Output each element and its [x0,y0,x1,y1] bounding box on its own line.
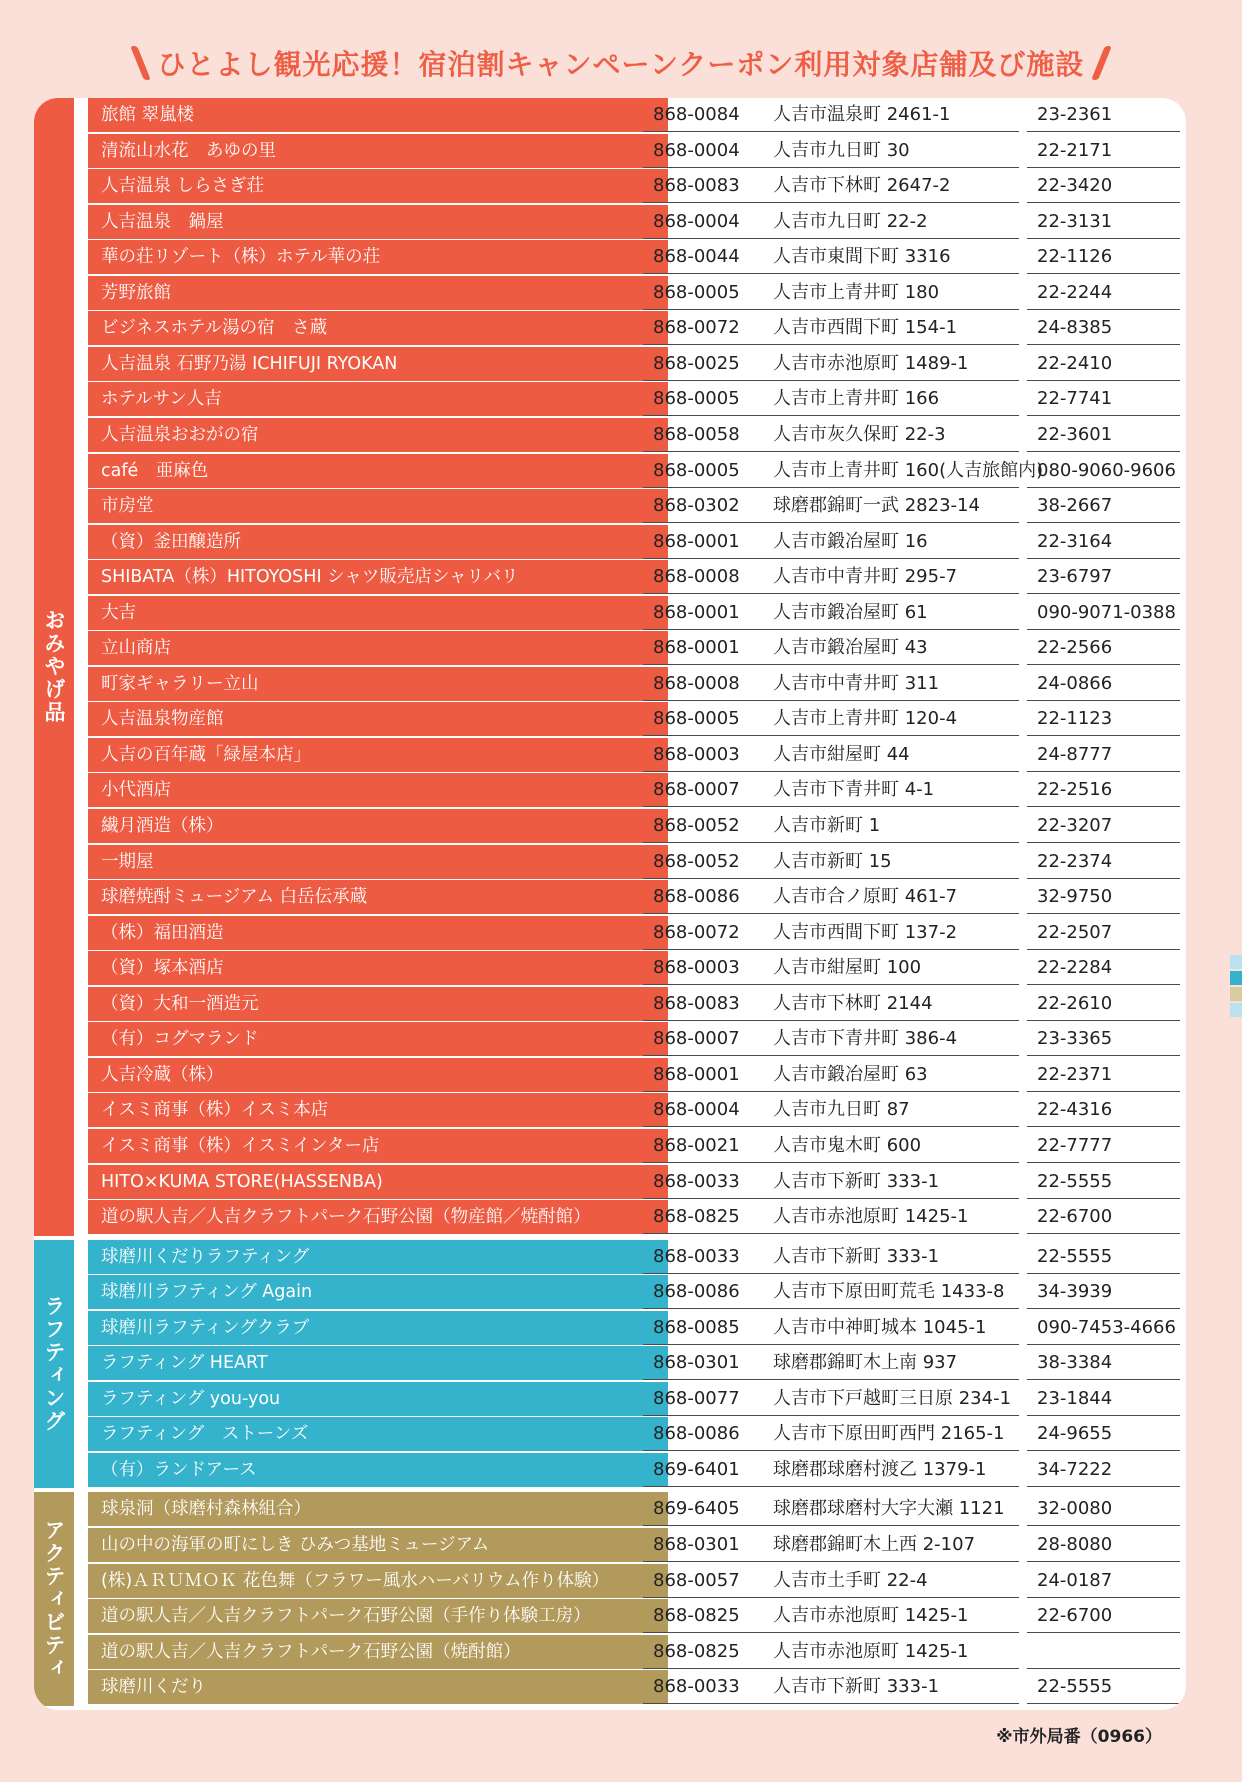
table-row [34,205,1186,241]
phone-number: 080-9060-9606 [1027,454,1180,488]
postal-code: 868-0083 [643,987,778,1021]
phone-number: 090-9071-0388 [1027,596,1180,630]
table-row [34,1492,1186,1528]
table-row [34,845,1186,881]
facility-name: ラフティング ストーンズ [88,1417,668,1451]
address: 人吉市赤池原町 1425-1 [763,1635,1019,1669]
table-row [34,276,1186,312]
postal-code: 868-0005 [643,702,778,736]
facility-list-card [34,98,1186,1710]
phone-number: 22-2410 [1027,347,1180,381]
phone-number: 22-1126 [1027,240,1180,274]
edge-tab-light-blue-2 [1230,1003,1242,1017]
facility-name: 町家ギャラリー立山 [88,667,668,701]
phone-number: 24-8385 [1027,311,1180,345]
postal-code: 868-0077 [643,1382,778,1416]
postal-code: 868-0302 [643,489,778,523]
facility-name: （資）釜田醸造所 [88,525,668,559]
address: 人吉市下林町 2144 [763,987,1019,1021]
phone-number: 22-7741 [1027,382,1180,416]
address: 人吉市上青井町 160(人吉旅館内) [763,454,1019,488]
postal-code: 868-0086 [643,880,778,914]
phone-number: 23-1844 [1027,1382,1180,1416]
address: 人吉市温泉町 2461-1 [763,98,1019,132]
facility-name: SHIBATA（株）HITOYOSHI シャツ販売店シャリバリ [88,560,668,594]
address: 人吉市合ノ原町 461-7 [763,880,1019,914]
section-rafting [34,1240,1186,1489]
table-row [34,1093,1186,1129]
address: 人吉市下青井町 4-1 [763,773,1019,807]
postal-code: 868-0007 [643,1022,778,1056]
area-code-note: ※市外局番（0966） [996,1727,1162,1747]
postal-code: 868-0301 [643,1346,778,1380]
facility-name: 人吉温泉 しらさぎ荘 [88,169,668,203]
address: 人吉市下新町 333-1 [763,1670,1019,1704]
section-omiyage [34,98,1186,1236]
facility-name: 清流山水花 あゆの里 [88,134,668,168]
phone-number: 22-2507 [1027,916,1180,950]
table-row [34,738,1186,774]
facility-name: ラフティング you-you [88,1382,668,1416]
title-slash-left-decoration [130,46,151,80]
postal-code: 868-0085 [643,1311,778,1345]
facility-name: （有）ランドアース [88,1453,668,1487]
postal-code: 868-0052 [643,845,778,879]
table-row [34,1528,1186,1564]
phone-number: 38-2667 [1027,489,1180,523]
facility-name: イスミ商事（株）イスミ本店 [88,1093,668,1127]
facility-name: 人吉冷蔵（株） [88,1058,668,1092]
facility-name: 大吉 [88,596,668,630]
phone-number: 24-0866 [1027,667,1180,701]
address: 人吉市西間下町 137-2 [763,916,1019,950]
facility-name: イスミ商事（株）イスミインター店 [88,1129,668,1163]
phone-number: 24-8777 [1027,738,1180,772]
address: 人吉市九日町 30 [763,134,1019,168]
postal-code: 868-0021 [643,1129,778,1163]
postal-code: 868-0044 [643,240,778,274]
address: 人吉市下新町 333-1 [763,1165,1019,1199]
postal-code: 868-0003 [643,738,778,772]
phone-number: 22-5555 [1027,1670,1180,1704]
table-row [34,1200,1186,1236]
address: 人吉市赤池原町 1425-1 [763,1200,1019,1234]
postal-code: 868-0825 [643,1599,778,1633]
address: 人吉市下新町 333-1 [763,1240,1019,1274]
phone-number: 22-2566 [1027,631,1180,665]
address: 人吉市赤池原町 1489-1 [763,347,1019,381]
address: 人吉市下原田町西門 2165-1 [763,1417,1019,1451]
facility-name: 球磨川くだり [88,1670,668,1704]
address: 人吉市鍛冶屋町 63 [763,1058,1019,1092]
postal-code: 868-0001 [643,1058,778,1092]
postal-code: 868-0004 [643,205,778,239]
address: 人吉市赤池原町 1425-1 [763,1599,1019,1633]
facility-name: (株)ＡＲＵＭＯＫ 花色舞（フラワー風水ハーバリウム作り体験） [88,1564,668,1598]
address: 人吉市鬼木町 600 [763,1129,1019,1163]
phone-number: 32-0080 [1027,1492,1180,1526]
category-label: おみやげ品 [34,98,74,1236]
table-row [34,1599,1186,1635]
address: 人吉市中神町城本 1045-1 [763,1311,1019,1345]
table-row [34,667,1186,703]
postal-code: 868-0001 [643,596,778,630]
address: 人吉市上青井町 166 [763,382,1019,416]
facility-name: HITO×KUMA STORE(HASSENBA) [88,1165,668,1199]
postal-code: 868-0005 [643,276,778,310]
table-row [34,1275,1186,1311]
section-activity [34,1492,1186,1705]
address: 球磨郡錦町木上南 937 [763,1346,1019,1380]
table-row [34,1165,1186,1201]
facility-name: 球磨川ラフティングクラブ [88,1311,668,1345]
postal-code: 868-0301 [643,1528,778,1562]
postal-code: 868-0005 [643,454,778,488]
facility-name: 山の中の海軍の町にしき ひみつ基地ミュージアム [88,1528,668,1562]
phone-number: 32-9750 [1027,880,1180,914]
facility-name: 球泉洞（球磨村森林組合） [88,1492,668,1526]
table-row [34,1670,1186,1706]
table-row [34,1311,1186,1347]
table-row [34,525,1186,561]
address: 人吉市土手町 22-4 [763,1564,1019,1598]
table-row [34,1346,1186,1382]
address: 人吉市下林町 2647-2 [763,169,1019,203]
address: 人吉市灰久保町 22-3 [763,418,1019,452]
postal-code: 868-0086 [643,1275,778,1309]
address: 人吉市鍛冶屋町 43 [763,631,1019,665]
postal-code: 869-6401 [643,1453,778,1487]
postal-code: 868-0001 [643,631,778,665]
table-row [34,596,1186,632]
table-row [34,418,1186,454]
address: 人吉市九日町 87 [763,1093,1019,1127]
table-row [34,240,1186,276]
phone-number: 22-7777 [1027,1129,1180,1163]
facility-name: 人吉温泉物産館 [88,702,668,736]
postal-code: 868-0086 [643,1417,778,1451]
table-row [34,773,1186,809]
address: 人吉市中青井町 295-7 [763,560,1019,594]
address: 人吉市鍛冶屋町 16 [763,525,1019,559]
postal-code: 868-0001 [643,525,778,559]
address: 人吉市上青井町 120-4 [763,702,1019,736]
phone-number: 23-2361 [1027,98,1180,132]
address: 人吉市中青井町 311 [763,667,1019,701]
phone-number: 22-2610 [1027,987,1180,1021]
phone-number: 22-2284 [1027,951,1180,985]
table-row [34,1453,1186,1489]
facility-name: 道の駅人吉／人吉クラフトパーク石野公園（物産館／焼酎館） [88,1200,668,1234]
table-row [34,1240,1186,1276]
page-title-text: ひとよし観光応援！宿泊割キャンペーンクーポン利用対象店舗及び施設 [157,48,1085,81]
phone-number: 34-7222 [1027,1453,1180,1487]
address: 人吉市紺屋町 44 [763,738,1019,772]
postal-code: 868-0072 [643,916,778,950]
address: 人吉市下青井町 386-4 [763,1022,1019,1056]
postal-code: 868-0072 [643,311,778,345]
facility-name: （有）コグマランド [88,1022,668,1056]
facility-name: ホテルサン人吉 [88,382,668,416]
phone-number: 34-3939 [1027,1275,1180,1309]
phone-number: 22-2244 [1027,276,1180,310]
phone-number: 22-6700 [1027,1599,1180,1633]
facility-name: café 亜麻色 [88,454,668,488]
facility-name: 人吉温泉 鍋屋 [88,205,668,239]
category-label: ラフティング [34,1240,74,1489]
postal-code: 868-0033 [643,1240,778,1274]
facility-name: ラフティング HEART [88,1346,668,1380]
table-row [34,880,1186,916]
phone-number: 22-1123 [1027,702,1180,736]
phone-number: 23-3365 [1027,1022,1180,1056]
phone-number [1027,1635,1180,1669]
phone-number: 22-5555 [1027,1240,1180,1274]
postal-code: 868-0084 [643,98,778,132]
page-title [0,38,1242,88]
facility-name: 華の荘リゾート（株）ホテル華の荘 [88,240,668,274]
table-row [34,560,1186,596]
table-row [34,311,1186,347]
postal-code: 868-0003 [643,951,778,985]
phone-number: 22-3207 [1027,809,1180,843]
table-row [34,1635,1186,1671]
table-row [34,169,1186,205]
table-row [34,347,1186,383]
phone-number: 38-3384 [1027,1346,1180,1380]
facility-name: 芳野旅館 [88,276,668,310]
title-slash-right-decoration [1092,46,1113,80]
postal-code: 868-0008 [643,560,778,594]
phone-number: 22-2171 [1027,134,1180,168]
table-row [34,382,1186,418]
postal-code: 868-0825 [643,1635,778,1669]
postal-code: 868-0008 [643,667,778,701]
address: 人吉市新町 15 [763,845,1019,879]
table-row [34,489,1186,525]
postal-code: 868-0033 [643,1670,778,1704]
phone-number: 22-4316 [1027,1093,1180,1127]
address: 人吉市東間下町 3316 [763,240,1019,274]
edge-tab-light-blue [1230,955,1242,969]
address: 人吉市鍛冶屋町 61 [763,596,1019,630]
address: 球磨郡球磨村渡乙 1379-1 [763,1453,1019,1487]
postal-code: 868-0007 [643,773,778,807]
facility-name: 一期屋 [88,845,668,879]
edge-index-tabs [1230,955,1242,1019]
facility-name: 小代酒店 [88,773,668,807]
table-row [34,809,1186,845]
table-row [34,1022,1186,1058]
edge-tab-tan [1230,987,1242,1001]
postal-code: 868-0058 [643,418,778,452]
address: 人吉市上青井町 180 [763,276,1019,310]
address: 人吉市紺屋町 100 [763,951,1019,985]
address: 人吉市西間下町 154-1 [763,311,1019,345]
table-row [34,916,1186,952]
table-row [34,98,1186,134]
facility-name: 市房堂 [88,489,668,523]
postal-code: 868-0025 [643,347,778,381]
phone-number: 23-6797 [1027,560,1180,594]
postal-code: 868-0825 [643,1200,778,1234]
facility-name: 人吉温泉おおがの宿 [88,418,668,452]
table-row [34,1417,1186,1453]
facility-name: 旅館 翠嵐楼 [88,98,668,132]
facility-name: 球磨焼酎ミュージアム 白岳伝承蔵 [88,880,668,914]
address: 人吉市下原田町荒毛 1433-8 [763,1275,1019,1309]
address: 球磨郡錦町一武 2823-14 [763,489,1019,523]
facility-name: 人吉温泉 石野乃湯 ICHIFUJI RYOKAN [88,347,668,381]
facility-name: 道の駅人吉／人吉クラフトパーク石野公園（焼酎館） [88,1635,668,1669]
facility-name: 人吉の百年蔵「緑屋本店」 [88,738,668,772]
phone-number: 22-2516 [1027,773,1180,807]
postal-code: 868-0083 [643,169,778,203]
edge-tab-blue [1230,971,1242,985]
facility-name: ビジネスホテル湯の宿 さ蔵 [88,311,668,345]
facility-name: （資）大和一酒造元 [88,987,668,1021]
table-row [34,454,1186,490]
phone-number: 22-2374 [1027,845,1180,879]
phone-number: 24-0187 [1027,1564,1180,1598]
table-row [34,1129,1186,1165]
phone-number: 090-7453-4666 [1027,1311,1180,1345]
table-row [34,631,1186,667]
table-row [34,987,1186,1023]
phone-number: 22-3420 [1027,169,1180,203]
table-row [34,951,1186,987]
facility-name: （株）福田酒造 [88,916,668,950]
address: 人吉市九日町 22-2 [763,205,1019,239]
address: 球磨郡錦町木上西 2-107 [763,1528,1019,1562]
postal-code: 869-6405 [643,1492,778,1526]
table-row [34,1564,1186,1600]
table-row [34,1382,1186,1418]
phone-number: 22-6700 [1027,1200,1180,1234]
phone-number: 28-8080 [1027,1528,1180,1562]
postal-code: 868-0057 [643,1564,778,1598]
facility-name: （資）塚本酒店 [88,951,668,985]
facility-name: 球磨川くだりラフティング [88,1240,668,1274]
phone-number: 22-3131 [1027,205,1180,239]
phone-number: 22-3601 [1027,418,1180,452]
category-label: アクティビティ [34,1492,74,1705]
postal-code: 868-0004 [643,134,778,168]
postal-code: 868-0033 [643,1165,778,1199]
phone-number: 22-3164 [1027,525,1180,559]
facility-name: 道の駅人吉／人吉クラフトパーク石野公園（手作り体験工房） [88,1599,668,1633]
phone-number: 22-5555 [1027,1165,1180,1199]
phone-number: 22-2371 [1027,1058,1180,1092]
facility-name: 球磨川ラフティング Again [88,1275,668,1309]
facility-name: 立山商店 [88,631,668,665]
postal-code: 868-0004 [643,1093,778,1127]
address: 人吉市下戸越町三日原 234-1 [763,1382,1019,1416]
address: 人吉市新町 1 [763,809,1019,843]
phone-number: 24-9655 [1027,1417,1180,1451]
address: 球磨郡球磨村大字大瀬 1121 [763,1492,1019,1526]
postal-code: 868-0052 [643,809,778,843]
facility-name: 繊月酒造（株） [88,809,668,843]
table-row [34,702,1186,738]
table-row [34,1058,1186,1094]
table-row [34,134,1186,170]
postal-code: 868-0005 [643,382,778,416]
